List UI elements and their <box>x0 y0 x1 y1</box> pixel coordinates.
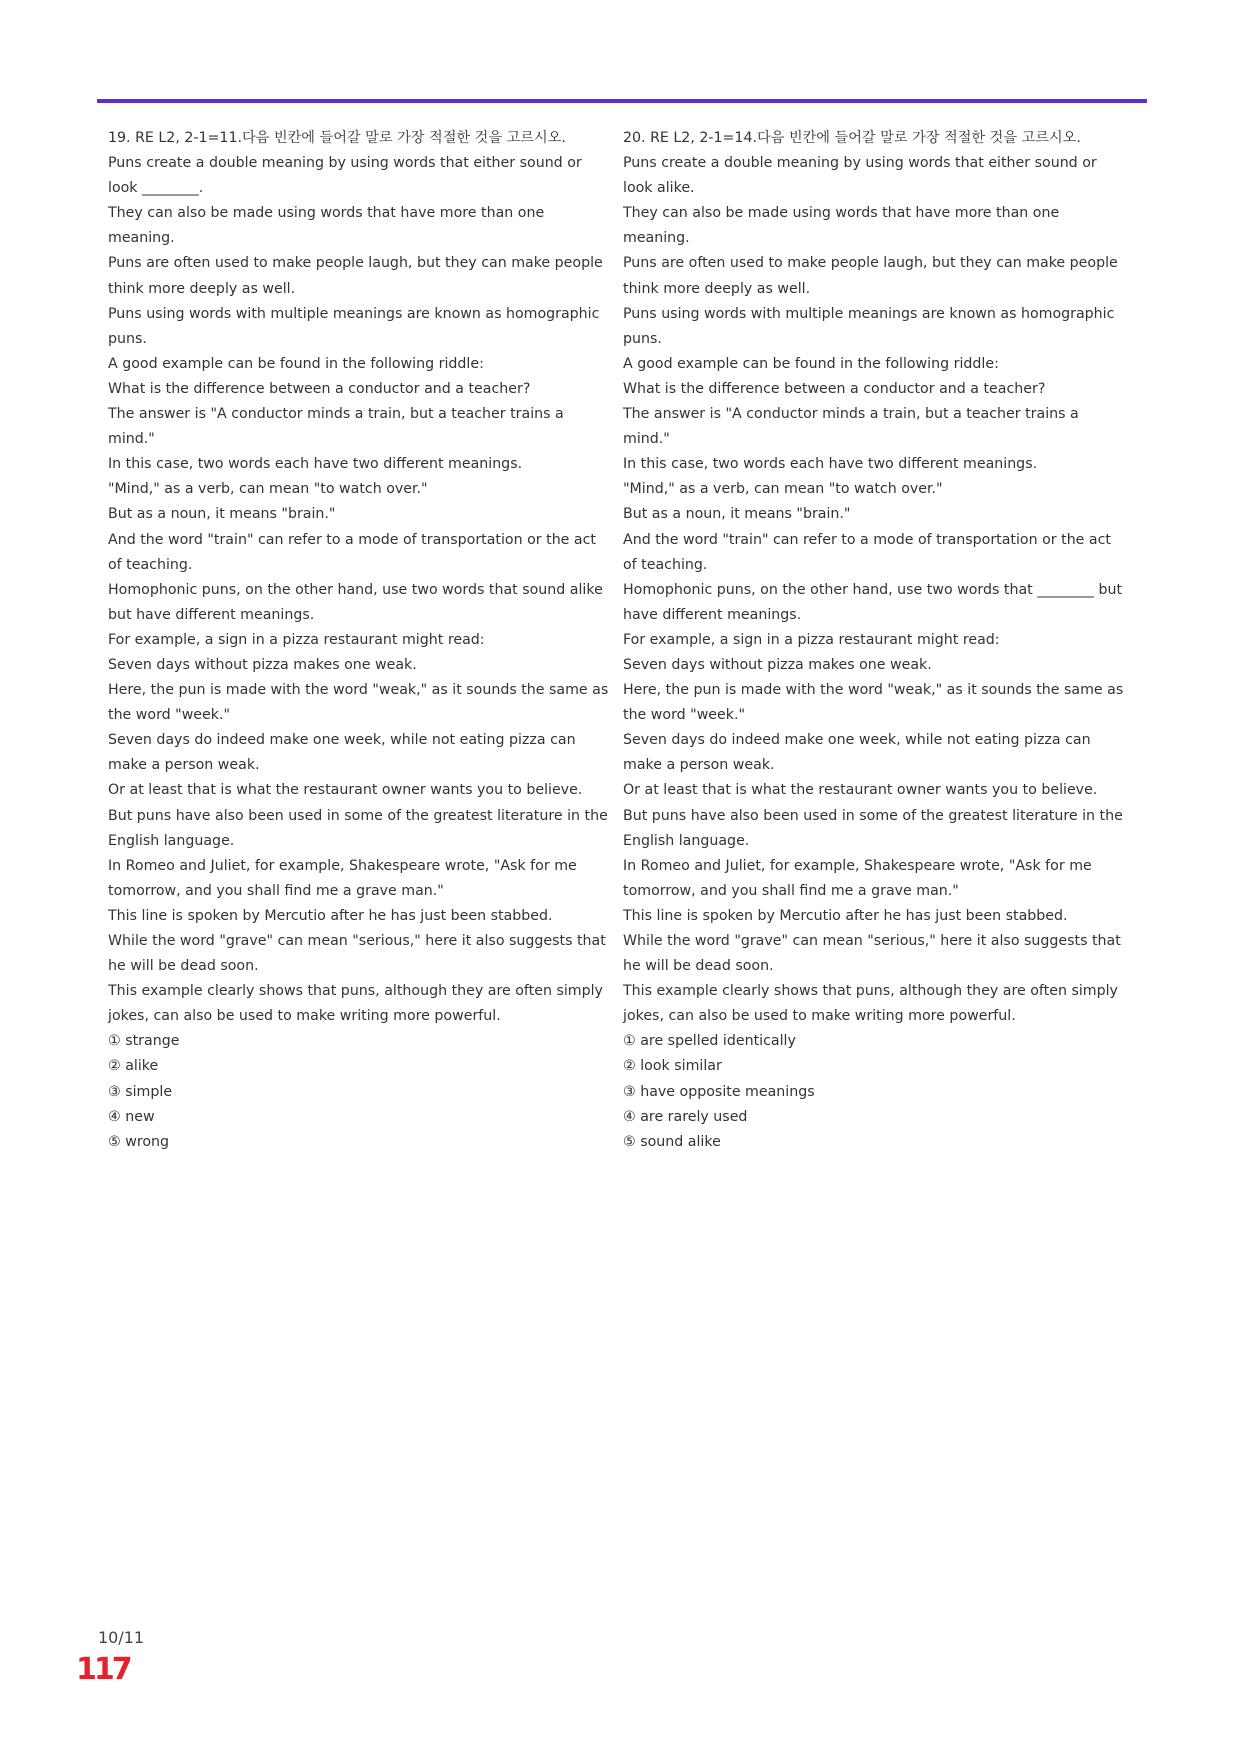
passage-line: This line is spoken by Mercutio after he has just been stabbed. <box>623 907 1068 924</box>
question-19 <box>108 126 613 1155</box>
passage-line: For example, a sign in a pizza restaurant might read: <box>108 631 485 648</box>
answer-option: ① strange <box>108 1033 180 1050</box>
answer-option: ⑤ sound alike <box>623 1133 721 1150</box>
answer-option: ③ simple <box>108 1083 173 1100</box>
passage-line: In this case, two words each have two different meanings. <box>623 456 1038 473</box>
passage-line: Or at least that is what the restaurant owner wants you to believe. <box>108 782 583 799</box>
passage-line: And the word "train" can refer to a mode of transportation or the act of teaching. <box>623 531 1111 573</box>
answer-option: ② look similar <box>623 1058 722 1075</box>
answer-option: ① are spelled identically <box>623 1033 796 1050</box>
question-header: 20. RE L2, 2-1=14.다음 빈칸에 들어갈 말로 가장 적절한 것을 고르시오. <box>623 130 1081 146</box>
passage-line: A good example can be found in the following riddle: <box>623 355 999 372</box>
passage-line: Here, the pun is made with the word "weak," as it sounds the same as the word "week." <box>108 682 609 724</box>
passage-line: But puns have also been used in some of the greatest literature in the English language. <box>108 807 608 849</box>
passage-line: Puns are often used to make people laugh, but they can make people think more deeply as well. <box>108 255 603 297</box>
passage-line: Seven days without pizza makes one weak. <box>623 656 932 673</box>
passage-line: "Mind," as a verb, can mean "to watch over." <box>108 481 428 498</box>
passage-line: They can also be made using words that have more than one meaning. <box>623 205 1060 247</box>
top-rule <box>97 99 1147 103</box>
passage-line: Or at least that is what the restaurant owner wants you to believe. <box>623 782 1098 799</box>
passage-line: Puns create a double meaning by using words that either sound or look ________. <box>108 155 582 197</box>
passage-line: But as a noun, it means "brain." <box>623 506 851 523</box>
passage-line: In this case, two words each have two different meanings. <box>108 456 523 473</box>
page-number-logo: 117 <box>76 1652 130 1687</box>
passage-line: Puns are often used to make people laugh, but they can make people think more deeply as well. <box>623 255 1118 297</box>
question-20 <box>623 126 1128 1155</box>
page-indicator: 10/11 <box>98 1628 145 1647</box>
question-header: 19. RE L2, 2-1=11.다음 빈칸에 들어갈 말로 가장 적절한 것을 고르시오. <box>108 130 566 146</box>
passage-line: They can also be made using words that have more than one meaning. <box>108 205 545 247</box>
answer-option: ② alike <box>108 1058 159 1075</box>
answer-option: ④ new <box>108 1108 155 1125</box>
passage-line: Seven days do indeed make one week, while not eating pizza can make a person weak. <box>623 732 1091 774</box>
passage-line: Homophonic puns, on the other hand, use two words that sound alike but have different meanings. <box>108 581 603 623</box>
answer-option: ④ are rarely used <box>623 1108 748 1125</box>
passage-line: In Romeo and Juliet, for example, Shakespeare wrote, "Ask for me tomorrow, and you shall find me a grave man." <box>623 857 1092 899</box>
passage-line: What is the difference between a conductor and a teacher? <box>623 380 1046 397</box>
passage-line: For example, a sign in a pizza restaurant might read: <box>623 631 1000 648</box>
passage-line: Puns create a double meaning by using words that either sound or look alike. <box>623 155 1097 197</box>
passage-line: Homophonic puns, on the other hand, use two words that ________ but have different meanings. <box>623 581 1123 623</box>
passage-line: What is the difference between a conductor and a teacher? <box>108 380 531 397</box>
passage-line: This example clearly shows that puns, although they are often simply jokes, can also be used to make writing more powerful. <box>108 983 603 1025</box>
passage-line: This example clearly shows that puns, although they are often simply jokes, can also be used to make writing more powerful. <box>623 983 1118 1025</box>
passage-line: And the word "train" can refer to a mode of transportation or the act of teaching. <box>108 531 596 573</box>
passage-line: While the word "grave" can mean "serious," here it also suggests that he will be dead soon. <box>623 933 1121 975</box>
passage-line: A good example can be found in the following riddle: <box>108 355 484 372</box>
passage-line: The answer is "A conductor minds a train, but a teacher trains a mind." <box>623 406 1079 448</box>
answer-option: ⑤ wrong <box>108 1133 170 1150</box>
passage-line: In Romeo and Juliet, for example, Shakespeare wrote, "Ask for me tomorrow, and you shall find me a grave man." <box>108 857 577 899</box>
passage-line: "Mind," as a verb, can mean "to watch over." <box>623 481 943 498</box>
passage-line: Seven days do indeed make one week, while not eating pizza can make a person weak. <box>108 732 576 774</box>
passage-line: But puns have also been used in some of the greatest literature in the English language. <box>623 807 1123 849</box>
passage-line: While the word "grave" can mean "serious," here it also suggests that he will be dead soon. <box>108 933 606 975</box>
passage-line: But as a noun, it means "brain." <box>108 506 336 523</box>
passage-line: The answer is "A conductor minds a train, but a teacher trains a mind." <box>108 406 564 448</box>
passage-line: Puns using words with multiple meanings are known as homographic puns. <box>108 305 600 347</box>
passage-line: Here, the pun is made with the word "weak," as it sounds the same as the word "week." <box>623 682 1124 724</box>
passage-line: This line is spoken by Mercutio after he has just been stabbed. <box>108 907 553 924</box>
answer-option: ③ have opposite meanings <box>623 1083 815 1100</box>
passage-line: Seven days without pizza makes one weak. <box>108 656 417 673</box>
passage-line: Puns using words with multiple meanings are known as homographic puns. <box>623 305 1115 347</box>
